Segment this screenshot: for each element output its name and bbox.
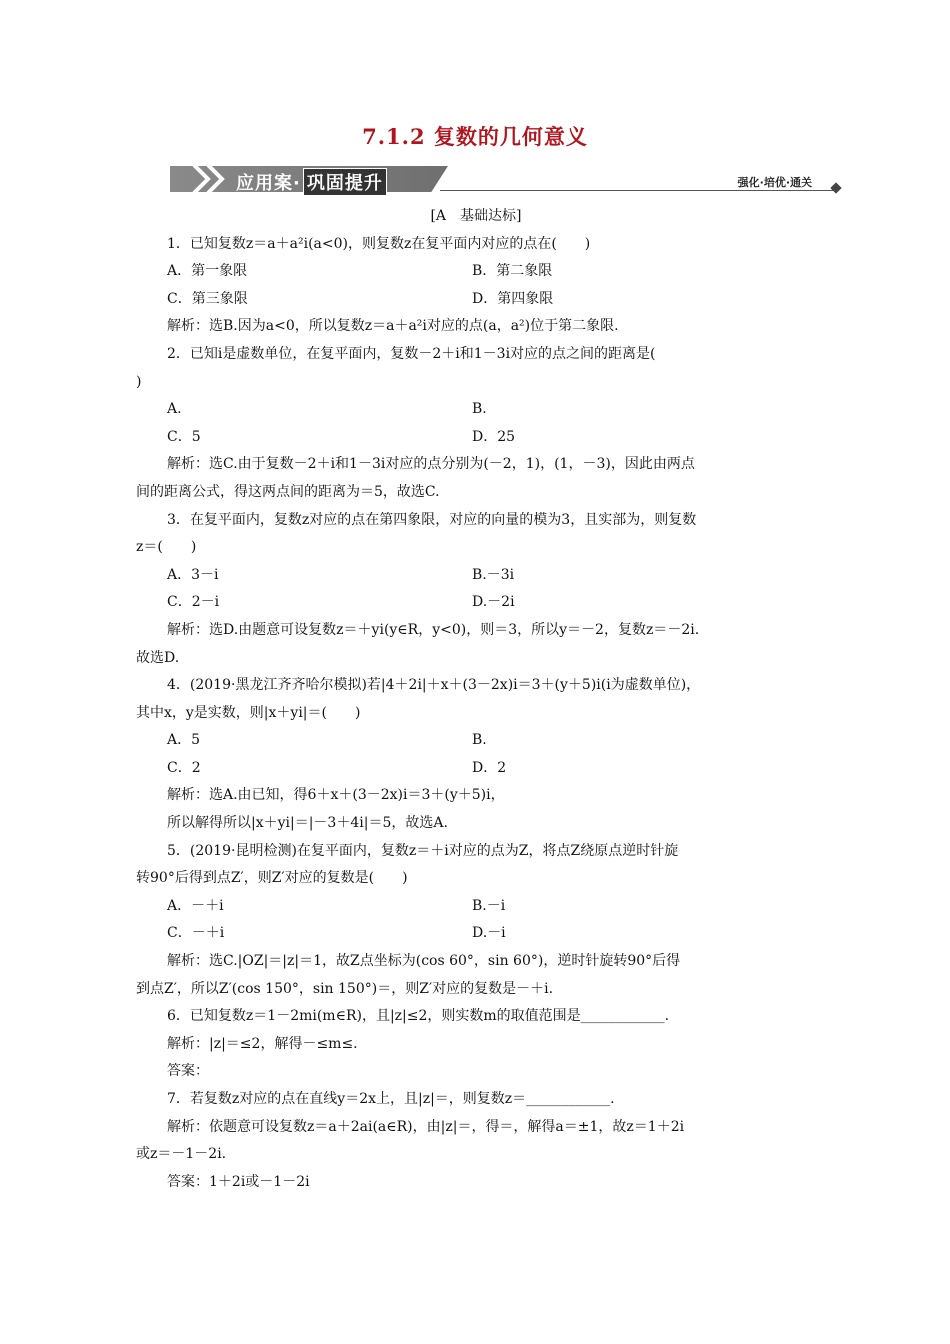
text-line: 2．已知i是虚数单位，在复平面内，复数－2＋i和1－3i对应的点之间的距离是(	[167, 345, 656, 362]
text-line: 1．已知复数z＝a＋a²i(a<0)，则复数z在复平面内对应的点在( )	[167, 235, 591, 252]
option-item: A.	[167, 401, 182, 418]
option-item: A．第一象限	[167, 263, 248, 280]
option-item: B．第二象限	[472, 263, 553, 280]
page-title: 7.1.2 复数的几何意义	[362, 124, 588, 149]
option-item: C．5	[167, 428, 201, 445]
continuation-line: 故选D.	[136, 649, 180, 666]
option-row	[136, 589, 816, 617]
option-row	[136, 424, 816, 452]
text-line: 解析：选C.由于复数－2＋i和1－3i对应的点分别为(－2，1)，(1，－3)，因此由两点	[167, 456, 695, 473]
text-line: 解析：选B.因为a<0，所以复数z＝a＋a²i对应的点(a，a²)位于第二象限.	[167, 318, 619, 335]
option-item: C．－＋i	[167, 925, 225, 942]
banner-label	[236, 168, 387, 196]
option-item: B.－i	[472, 897, 506, 914]
text-line: 7．若复数z对应的点在直线y＝2x上，且|z|＝，则复数z＝____________.	[167, 1091, 615, 1107]
option-row	[136, 727, 816, 755]
continuation-line: )	[136, 373, 142, 390]
text-line: 解析：|z|＝≤2，解得－≤m≤.	[167, 1035, 358, 1052]
banner-highlight: 巩固提升	[303, 168, 387, 196]
diamond-icon	[830, 182, 841, 193]
continuation-line: 或z＝－1－2i.	[136, 1146, 227, 1163]
continuation-line: 其中x，y是实数，则|x＋yi|＝( )	[136, 704, 361, 721]
option-item: A．3－i	[167, 566, 219, 583]
text-line: 答案：	[167, 1063, 209, 1080]
text-line: 3．在复平面内，复数z对应的点在第四象限，对应的向量的模为3，且实部为，则复数	[167, 511, 697, 528]
option-item: A．－＋i	[167, 897, 224, 914]
option-item: D．第四象限	[472, 290, 554, 307]
option-item: B.	[472, 401, 487, 418]
section-banner	[170, 162, 840, 196]
text-line: 6．已知复数z＝1－2mi(m∈R)，且|z|≤2，则实数m的取值范围是____________.	[167, 1008, 670, 1025]
banner-dot: ·	[293, 173, 301, 194]
section-heading: [A 基础达标]	[430, 208, 522, 224]
double-chevron-icon	[190, 162, 234, 196]
banner-right-label: 强化·培优·通关	[737, 176, 812, 189]
option-row	[136, 920, 816, 948]
option-item: C．2	[167, 759, 201, 776]
banner-rule	[440, 190, 834, 191]
text-line: 解析：选D.由题意可设复数z＝＋yi(y∈R，y<0)，则＝3，所以y＝－2，复数z＝－2i.	[167, 621, 700, 638]
option-item: D.－2i	[472, 594, 515, 611]
option-item: C．2－i	[167, 594, 220, 611]
option-row	[136, 258, 816, 286]
continuation-line: 到点Z′，所以Z′(cos 150°，sin 150°)＝，则Z′对应的复数是－＋i.	[136, 980, 554, 997]
document-body	[136, 203, 816, 1196]
text-line: 解析：选A.由已知，得6＋x＋(3－2x)i＝3＋(y＋5)i，	[167, 787, 505, 804]
text-line: 所以解得所以|x＋yi|＝|－3＋4i|＝5，故选A.	[167, 815, 448, 832]
option-row	[136, 562, 816, 590]
continuation-line: 间的距离公式，得这两点间的距离为＝5，故选C.	[136, 483, 440, 500]
option-row	[136, 755, 816, 783]
text-line: 解析：选C.|OZ|＝|z|＝1，故Z点坐标为(cos 60°，sin 60°)，逆时针旋转90°后得	[167, 953, 681, 970]
continuation-line: z＝( )	[136, 539, 197, 556]
option-item: D．25	[472, 428, 516, 445]
option-item: D.－i	[472, 925, 506, 942]
continuation-line: 转90°后得到点Z′，则Z′对应的复数是( )	[136, 870, 408, 887]
option-row	[136, 893, 816, 921]
option-item: B.－3i	[472, 566, 515, 583]
option-item: A．5	[167, 732, 201, 749]
option-item: B.	[472, 732, 487, 749]
banner-left-label: 应用案	[236, 173, 293, 194]
option-item: C．第三象限	[167, 290, 248, 307]
option-row	[136, 286, 816, 314]
text-line: 4．(2019·黑龙江齐齐哈尔模拟)若|4＋2i|＋x＋(3－2x)i＝3＋(y＋5)i(i为虚数单位)，	[167, 677, 701, 694]
text-line: 5．(2019·昆明检测)在复平面内，复数z＝＋i对应的点为Z，将点Z绕原点逆时针旋	[167, 842, 679, 859]
option-item: D．2	[472, 759, 507, 776]
text-line: 解析：依题意可设复数z＝a＋2ai(a∈R)，由|z|＝，得＝，解得a＝±1，故z＝1＋2i	[167, 1118, 685, 1135]
text-line: 答案：1＋2i或－1－2i	[167, 1173, 310, 1190]
option-row	[136, 396, 816, 424]
